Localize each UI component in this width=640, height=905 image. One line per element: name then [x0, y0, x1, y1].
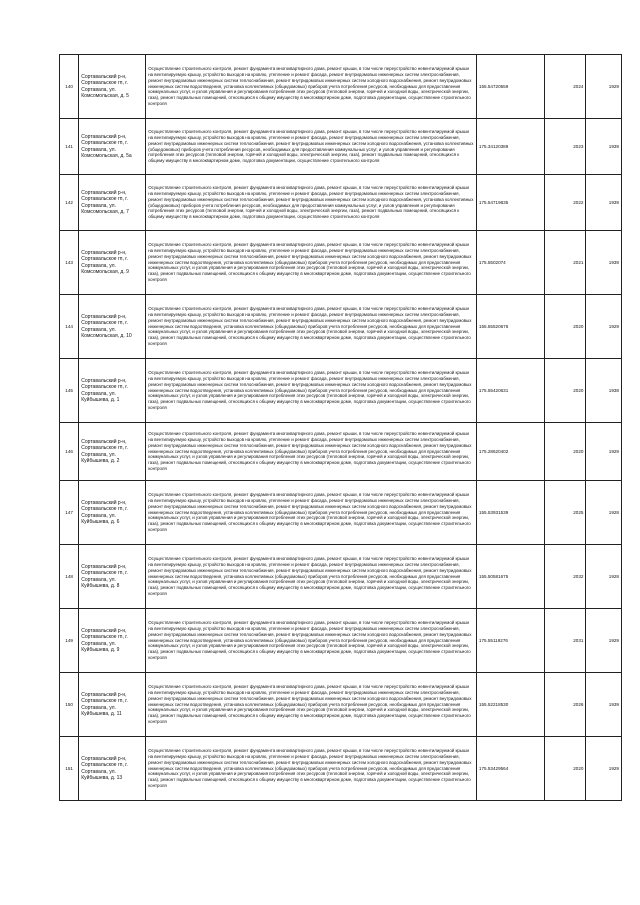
address-line: Сортавальское гп, г. [81, 196, 128, 203]
table-row [60, 737, 622, 801]
address-cell [79, 423, 146, 481]
works-text: Осуществление строительного контроля, ремонт фундамента многоквартирного дома, ремонт крыши, в том числе переустройство невентилируемой крыши на вентилируемую крышу, устройство выходов на кровлю, утепление и ремонт фасада, ремонт внутридомовых инженерных систем электроснабжения, ремонт внутридомовых инженерных систем теплоснабжения, ремонт внутридомовых инженерных систем холодного водоснабжения, установка коллективных (общедомовых) приборов учета потребления ресурсов, необходимых для предоставления коммунальных услуг, и узлов управления и регулирования потребления этих ресурсов (тепловой энергии, горячей и холодной воды, электрической энергии, газа), ремонт подвальных помещений, относящихся к общему имуществу в многоквартирном доме, подготовка документации, осуществление строительного контроля [148, 128, 474, 164]
cost-value: 155.55520676 [476, 295, 544, 359]
row-number: 146 [60, 423, 79, 481]
repair-year: 2026 [544, 673, 586, 737]
build-year: 1928 [586, 481, 622, 545]
address-line: Сортавальский р-н, [81, 563, 127, 570]
row-number: 145 [60, 359, 79, 423]
address-cell [79, 545, 146, 609]
address-cell [79, 737, 146, 801]
cost-value: 155.52218530 [476, 673, 544, 737]
table-row [60, 481, 622, 545]
address-line: Сортавальское гп, г. [81, 570, 128, 577]
address-line: Сортавала, ул. [81, 768, 116, 775]
address-line: Сортавальское гп, г. [81, 445, 128, 452]
address-line: Куйбышева, д. 11 [81, 710, 122, 717]
build-year: 1929 [586, 423, 622, 481]
address-line: Сортавала, ул. [81, 86, 116, 93]
capital-repair-table [59, 54, 622, 801]
address-line: Сортавальское гп, г. [81, 384, 128, 391]
works-description [146, 175, 477, 231]
works-text: Осуществление строительного контроля, ремонт фундамента многоквартирного дома, ремонт крыши, в том числе переустройство невентилируемой крыши на вентилируемую крышу, устройство выходов на кровлю, утепление и ремонт фасада, ремонт внутридомовых инженерных систем электроснабжения, ремонт внутридомовых инженерных систем теплоснабжения, ремонт внутридомовых инженерных систем холодного водоснабжения, ремонт внутридомовых инженерных систем водоотведения, установка коллективных (общедомовых) приборов учета потребления ресурсов, необходимых для предоставления коммунальных услуг, и узлов управления и регулирования потребления этих ресурсов (тепловой энергии, горячей и холодной воды, электрической энергии, газа), ремонт подвальных помещений, относящихся к общему имуществу в многоквартирном доме, подготовка документации, осуществление строительного контроля [148, 431, 472, 472]
row-number: 147 [60, 481, 79, 545]
build-year: 1929 [586, 55, 622, 119]
address-cell [79, 175, 146, 231]
repair-year: 2022 [544, 175, 586, 231]
table-row [60, 175, 622, 231]
row-number: 143 [60, 231, 79, 295]
address-line: Сортавала, ул. [81, 640, 116, 647]
table-row [60, 673, 622, 737]
address-line: Сортавала, ул. [81, 202, 116, 209]
table-row [60, 609, 622, 673]
row-number: 142 [60, 175, 79, 231]
repair-year: 2020 [544, 737, 586, 801]
address-line: Сортавальский р-н, [81, 313, 127, 320]
build-year: 1929 [586, 295, 622, 359]
table-row [60, 423, 622, 481]
works-description [146, 609, 477, 673]
address-line: Куйбышева, д. 8 [81, 582, 120, 589]
address-line: Сортавальский р-н, [81, 755, 127, 762]
cost-value: 175.5502074 [476, 231, 544, 295]
build-year: 1929 [586, 737, 622, 801]
repair-year: 2024 [544, 55, 586, 119]
table-row [60, 55, 622, 119]
works-text: Осуществление строительного контроля, ремонт фундамента многоквартирного дома, ремонт крыши, в том числе переустройство невентилируемой крыши на вентилируемую крышу, устройство выходов на кровлю, утепление и ремонт фасада, ремонт внутридомовых инженерных систем электроснабжения, ремонт внутридомовых инженерных систем теплоснабжения, ремонт внутридомовых инженерных систем холодного водоснабжения, ремонт внутридомовых инженерных систем водоотведения, установка коллективных (общедомовых) приборов учета потребления ресурсов, необходимых для предоставления коммунальных услуг, и узлов управления и регулирования потребления этих ресурсов (тепловой энергии, горячей и холодной воды, электрической энергии, газа), ремонт подвальных помещений, относящихся к общему имуществу в многоквартирном доме, подготовка документации, осуществление строительного контроля [148, 620, 472, 661]
address-line: Комсомольская, д. 10 [81, 332, 132, 339]
works-description [146, 295, 477, 359]
address-line: Сортавальский р-н, [81, 499, 127, 506]
table-row [60, 359, 622, 423]
address-line: Сортавала, ул. [81, 146, 116, 153]
table-row [60, 231, 622, 295]
address-line: Куйбышева, д. 9 [81, 646, 120, 653]
address-line: Сортавала, ул. [81, 326, 116, 333]
repair-year: 2023 [544, 119, 586, 175]
works-description [146, 55, 477, 119]
works-text: Осуществление строительного контроля, ремонт фундамента многоквартирного дома, ремонт крыши, в том числе переустройство невентилируемой крыши на вентилируемую крышу, устройство выходов на кровлю, утепление и ремонт фасада, ремонт внутридомовых инженерных систем электроснабжения, ремонт внутридомовых инженерных систем теплоснабжения, ремонт внутридомовых инженерных систем холодного водоснабжения, ремонт внутридомовых инженерных систем водоотведения, установка коллективных (общедомовых) приборов учета потребления ресурсов, необходимых для предоставления коммунальных услуг, и узлов управления и регулирования потребления этих ресурсов (тепловой энергии, горячей и холодной воды, электрической энергии, газа), ремонт подвальных помещений, относящихся к общему имуществу в многоквартирном доме, подготовка документации, осуществление строительного контроля [148, 684, 472, 725]
address-line: Сортавала, ул. [81, 262, 116, 269]
repair-year: 2025 [544, 481, 586, 545]
repair-year: 2031 [544, 609, 586, 673]
works-description [146, 423, 477, 481]
cost-value: 175.28620402 [476, 423, 544, 481]
repair-year: 2021 [544, 231, 586, 295]
row-number: 148 [60, 545, 79, 609]
address-line: Сортавальское гп, г. [81, 320, 128, 327]
cost-value: 175.55119276 [476, 609, 544, 673]
works-text: Осуществление строительного контроля, ремонт фундамента многоквартирного дома, ремонт крыши, в том числе переустройство невентилируемой крыши на вентилируемую крышу, устройство выходов на кровлю, утепление и ремонт фасада, ремонт внутридомовых инженерных систем электроснабжения, ремонт внутридомовых инженерных систем теплоснабжения, ремонт внутридомовых инженерных систем холодного водоснабжения, установка коллективных (общедомовых) приборов учета потребления ресурсов, необходимых для предоставления коммунальных услуг, и узлов управления и регулирования потребления этих ресурсов (тепловой энергии, горячей и холодной воды, электрической энергии, газа), ремонт подвальных помещений, относящихся к общему имуществу в многоквартирном доме, подготовка документации, осуществление строительного контроля [148, 184, 474, 220]
address-line: Сортавальский р-н, [81, 691, 127, 698]
address-line: Сортавальское гп, г. [81, 698, 128, 705]
address-line: Сортавальский р-н, [81, 377, 127, 384]
address-line: Сортавальское гп, г. [81, 762, 128, 769]
address-line: Сортавальское гп, г. [81, 140, 128, 147]
build-year: 1938 [586, 359, 622, 423]
address-cell [79, 295, 146, 359]
address-line: Куйбышева, д. 2 [81, 457, 120, 464]
cost-value: 175.54719835 [476, 175, 544, 231]
build-year: 1939 [586, 231, 622, 295]
address-line: Комсомольская, д. 5а [81, 152, 132, 159]
address-line: Сортавальское гп, г. [81, 256, 128, 263]
cost-value: 155.50581675 [476, 545, 544, 609]
address-line: Сортавала, ул. [81, 576, 116, 583]
repair-year: 2020 [544, 295, 586, 359]
works-text: Осуществление строительного контроля, ремонт фундамента многоквартирного дома, ремонт крыши, в том числе переустройство невентилируемой крыши на вентилируемую крышу, устройство выходов на кровлю, утепление и ремонт фасада, ремонт внутридомовых инженерных систем электроснабжения, ремонт внутридомовых инженерных систем теплоснабжения, ремонт внутридомовых инженерных систем холодного водоснабжения, ремонт внутридомовых инженерных систем водоотведения, установка коллективных (общедомовых) приборов учета потребления ресурсов, необходимых для предоставления коммунальных услуг, и узлов управления и регулирования потребления этих ресурсов (тепловой энергии, горячей и холодной воды, электрической энергии, газа), ремонт подвальных помещений, относящихся к общему имуществу в многоквартирном доме, подготовка документации, осуществление строительного контроля [148, 370, 472, 411]
works-description [146, 545, 477, 609]
repair-year: 2020 [544, 359, 586, 423]
address-line: Сортавальское гп, г. [81, 80, 128, 87]
row-number: 150 [60, 673, 79, 737]
table-body [60, 55, 622, 801]
address-line: Куйбышева, д. 1 [81, 396, 120, 403]
works-text: Осуществление строительного контроля, ремонт фундамента многоквартирного дома, ремонт крыши, в том числе переустройство невентилируемой крыши на вентилируемую крышу, устройство выходов на кровлю, утепление и ремонт фасада, ремонт внутридомовых инженерных систем электроснабжения, ремонт внутридомовых инженерных систем теплоснабжения, ремонт внутридомовых инженерных систем холодного водоснабжения, ремонт внутридомовых инженерных систем водоотведения, установка коллективных (общедомовых) приборов учета потребления ресурсов, необходимых для предоставления коммунальных услуг, и узлов управления и регулирования потребления этих ресурсов (тепловой энергии, горячей и холодной воды, электрической энергии, газа), ремонт подвальных помещений, относящихся к общему имуществу в многоквартирном доме, подготовка документации, осуществление строительного контроля [148, 492, 472, 533]
address-line: Сортавальское гп, г. [81, 506, 128, 513]
works-description [146, 481, 477, 545]
address-line: Комсомольская, д. 7 [81, 208, 129, 215]
build-year: 1939 [586, 673, 622, 737]
works-text: Осуществление строительного контроля, ремонт фундамента многоквартирного дома, ремонт крыши, в том числе переустройство невентилируемой крыши на вентилируемую крышу, устройство выходов на кровлю, утепление и ремонт фасада, ремонт внутридомовых инженерных систем электроснабжения, ремонт внутридомовых инженерных систем теплоснабжения, ремонт внутридомовых инженерных систем холодного водоснабжения, ремонт внутридомовых инженерных систем водоотведения, установка коллективных (общедомовых) приборов учета потребления ресурсов, необходимых для предоставления коммунальных услуг, и узлов управления и регулирования потребления этих ресурсов (тепловой энергии, горячей и холодной воды, электрической энергии, газа), ремонт подвальных помещений, относящихся к общему имуществу в многоквартирном доме, подготовка документации, осуществление строительного контроля [148, 242, 472, 283]
cost-value: 155.53931539 [476, 481, 544, 545]
works-description [146, 119, 477, 175]
address-line: Сортавальское гп, г. [81, 634, 128, 641]
address-cell [79, 231, 146, 295]
works-description [146, 231, 477, 295]
table-row [60, 119, 622, 175]
works-text: Осуществление строительного контроля, ремонт фундамента многоквартирного дома, ремонт крыши, в том числе переустройство невентилируемой крыши на вентилируемую крышу, устройство выходов на кровлю, утепление и ремонт фасада, ремонт внутридомовых инженерных систем электроснабжения, ремонт внутридомовых инженерных систем теплоснабжения, ремонт внутридомовых инженерных систем холодного водоснабжения, ремонт внутридомовых инженерных систем водоотведения, установка коллективных (общедомовых) приборов учета потребления ресурсов, необходимых для предоставления коммунальных услуг, и узлов управления и регулирования потребления этих ресурсов (тепловой энергии, горячей и холодной воды, электрической энергии, газа), ремонт подвальных помещений, относящихся к общему имуществу в многоквартирном доме, подготовка документации, осуществление строительного контроля [148, 66, 472, 107]
address-line: Сортавала, ул. [81, 390, 116, 397]
address-line: Сортавальский р-н, [81, 133, 127, 140]
address-line: Сортавала, ул. [81, 512, 116, 519]
works-text: Осуществление строительного контроля, ремонт фундамента многоквартирного дома, ремонт крыши, в том числе переустройство невентилируемой крыши на вентилируемую крышу, устройство выходов на кровлю, утепление и ремонт фасада, ремонт внутридомовых инженерных систем электроснабжения, ремонт внутридомовых инженерных систем теплоснабжения, ремонт внутридомовых инженерных систем холодного водоснабжения, ремонт внутридомовых инженерных систем водоотведения, установка коллективных (общедомовых) приборов учета потребления ресурсов, необходимых для предоставления коммунальных услуг, и узлов управления и регулирования потребления этих ресурсов (тепловой энергии, горячей и холодной воды, электрической энергии, газа), ремонт подвальных помещений, относящихся к общему имуществу в многоквартирном доме, подготовка документации, осуществление строительного контроля [148, 556, 472, 597]
repair-year: 2020 [544, 423, 586, 481]
cost-value: 175.53429564 [476, 737, 544, 801]
build-year: 1929 [586, 609, 622, 673]
row-number: 144 [60, 295, 79, 359]
address-line: Комсомольская, д. 5 [81, 92, 129, 99]
build-year: 1939 [586, 175, 622, 231]
address-cell [79, 119, 146, 175]
address-cell [79, 609, 146, 673]
address-line: Сортавальский р-н, [81, 249, 127, 256]
address-line: Сортавальский р-н, [81, 438, 127, 445]
address-line: Куйбышева, д. 13 [81, 774, 123, 781]
address-line: Комсомольская, д. 9 [81, 268, 129, 275]
row-number: 149 [60, 609, 79, 673]
build-year: 1928 [586, 545, 622, 609]
cost-value: 175.55420631 [476, 359, 544, 423]
row-number: 140 [60, 55, 79, 119]
address-cell [79, 55, 146, 119]
repair-year: 2032 [544, 545, 586, 609]
row-number: 151 [60, 737, 79, 801]
address-cell [79, 481, 146, 545]
address-line: Сортавальский р-н, [81, 189, 127, 196]
works-description [146, 673, 477, 737]
cost-value: 175.34120389 [476, 119, 544, 175]
works-description [146, 359, 477, 423]
works-description [146, 737, 477, 801]
works-text: Осуществление строительного контроля, ремонт фундамента многоквартирного дома, ремонт крыши, в том числе переустройство невентилируемой крыши на вентилируемую крышу, устройство выходов на кровлю, утепление и ремонт фасада, ремонт внутридомовых инженерных систем электроснабжения, ремонт внутридомовых инженерных систем теплоснабжения, ремонт внутридомовых инженерных систем холодного водоснабжения, ремонт внутридомовых инженерных систем водоотведения, установка коллективных (общедомовых) приборов учета потребления ресурсов, необходимых для предоставления коммунальных услуг, и узлов управления и регулирования потребления этих ресурсов (тепловой энергии, горячей и холодной воды, электрической энергии, газа), ремонт подвальных помещений, относящихся к общему имуществу в многоквартирном доме, подготовка документации, осуществление строительного контроля [148, 748, 472, 789]
works-text: Осуществление строительного контроля, ремонт фундамента многоквартирного дома, ремонт крыши, в том числе переустройство невентилируемой крыши на вентилируемую крышу, устройство выходов на кровлю, утепление и ремонт фасада, ремонт внутридомовых инженерных систем электроснабжения, ремонт внутридомовых инженерных систем теплоснабжения, ремонт внутридомовых инженерных систем холодного водоснабжения, ремонт внутридомовых инженерных систем водоотведения, установка коллективных (общедомовых) приборов учета потребления ресурсов, необходимых для предоставления коммунальных услуг, и узлов управления и регулирования потребления этих ресурсов (тепловой энергии, горячей и холодной воды, электрической энергии, газа), ремонт подвальных помещений, относящихся к общему имуществу в многоквартирном доме, подготовка документации, осуществление строительного контроля [148, 306, 472, 347]
row-number: 141 [60, 119, 79, 175]
address-line: Сортавала, ул. [81, 451, 116, 458]
table-row [60, 295, 622, 359]
cost-value: 155.54720559 [476, 55, 544, 119]
address-line: Куйбышева, д. 6 [81, 518, 120, 525]
address-line: Сортавальский р-н, [81, 627, 127, 634]
address-line: Сортавала, ул. [81, 704, 116, 711]
address-cell [79, 673, 146, 737]
build-year: 1939 [586, 119, 622, 175]
table-row [60, 545, 622, 609]
address-line: Сортавальский р-н, [81, 73, 127, 80]
address-cell [79, 359, 146, 423]
